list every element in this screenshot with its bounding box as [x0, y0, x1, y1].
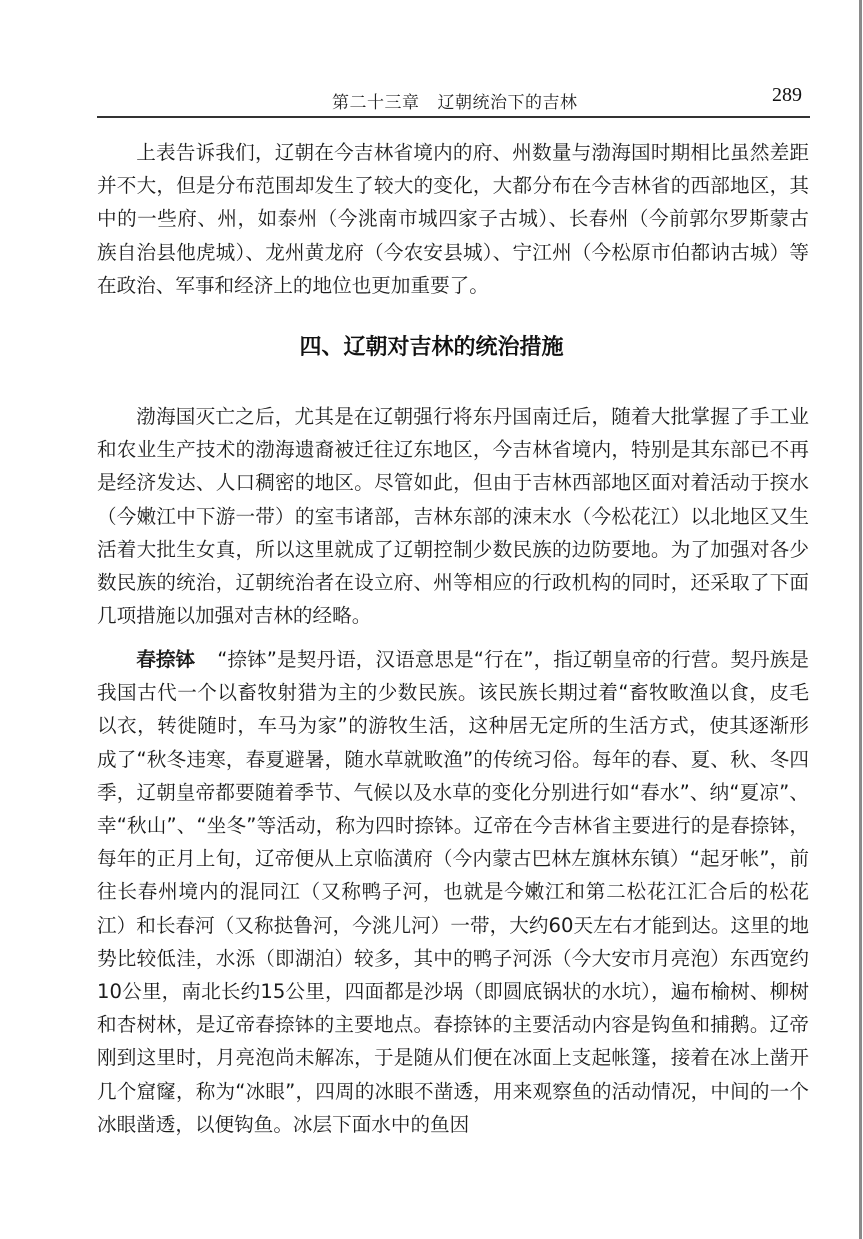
- intro-paragraph: [97, 136, 809, 302]
- page-number: 289: [772, 84, 802, 106]
- section-paragraph-1: [97, 400, 809, 632]
- chapter-number: 第二十三章: [332, 93, 420, 113]
- chapter-title: 辽朝统治下的吉林: [437, 93, 578, 113]
- bold-term: 春捺钵: [136, 648, 196, 671]
- section-paragraph-2: [97, 643, 809, 1141]
- chapter-header: [332, 88, 578, 113]
- running-header: [97, 84, 810, 114]
- paragraph-text: 上表告诉我们，辽朝在今吉林省境内的府、州数量与渤海国时期相比虽然差距并不大，但是分布范围却发生了较大的变化，大都分布在今吉林省的西部地区，其中的一些府、州，如泰州（今洮南市城四家子古城）、长春州（今前郭尔罗斯蒙古族自治县他虎城）、龙州黄龙府（今农安县城）、宁江州（今松原市伯都讷古城）等在政治、军事和经济上的地位也更加重要了。: [97, 141, 809, 297]
- section-heading: 四、辽朝对吉林的统治措施: [299, 335, 564, 360]
- page-edge-border: [859, 0, 862, 1239]
- paragraph-text: “捺钵”是契丹语，汉语意思是“行在”，指辽朝皇帝的行营。契丹族是我国古代一个以畜牧射猎为主的少数民族。该民族长期过着“畜牧畋渔以食，皮毛以衣，转徙随时，车马为家”的游牧生活，这种居无定所的生活方式，使其逐渐形成了“秋冬违寒，春夏避暑，随水草就畋渔”的传统习俗。每年的春、夏、秋、冬四季，辽朝皇帝都要随着季节、气候以及水草的变化分别进行如“春水”、纳“夏凉”、幸“秋山”、“坐冬”等活动，称为四时捺钵。辽帝在今吉林省主要进行的是春捺钵，每年的正月上旬，辽帝便从上京临潢府（今内蒙古巴林左旗林东镇）“起牙帐”，前往长春州境内的混同江（又称鸭子河，也就是今嫩江和第二松花江汇合后的松花江）和长春河（又称挞鲁河，今洮儿河）一带，大约60天左右才能到达。这里的地势比较低洼，水泺（即湖泊）较多，其中的鸭子河泺（今大安市月亮泡）东西宽约10公里，南北长约15公里，四面都是沙埚（即圆底锅状的水坑），遍布榆树、柳树和杏树林，是辽帝春捺钵的主要地点。春捺钵的主要活动内容是钩鱼和捕鹅。辽帝刚到这里时，月亮泡尚未解冻，于是随从们便在冰面上支起帐篷，接着在冰上凿开几个窟窿，称为“冰眼”，四周的冰眼不凿透，用来观察鱼的活动情况，中间的一个冰眼凿透，以便钩鱼。冰层下面水中的鱼因: [97, 648, 809, 1136]
- paragraph-with-term: [97, 643, 809, 1141]
- header-rule: [97, 116, 810, 118]
- paragraph-text: 渤海国灭亡之后，尤其是在辽朝强行将东丹国南迁后，随着大批掌握了手工业和农业生产技术的渤海遗裔被迁往辽东地区，今吉林省境内，特别是其东部已不再是经济发达、人口稠密的地区。尽管如此，但由于吉林西部地区面对着活动于揬水（今嫩江中下游一带）的室韦诸部，吉林东部的涑末水（今松花江）以北地区又生活着大批生女真，所以这里就成了辽朝控制少数民族的边防要地。为了加强对各少数民族的统治，辽朝统治者在设立府、州等相应的行政机构的同时，还采取了下面几项措施以加强对吉林的经略。: [97, 405, 809, 628]
